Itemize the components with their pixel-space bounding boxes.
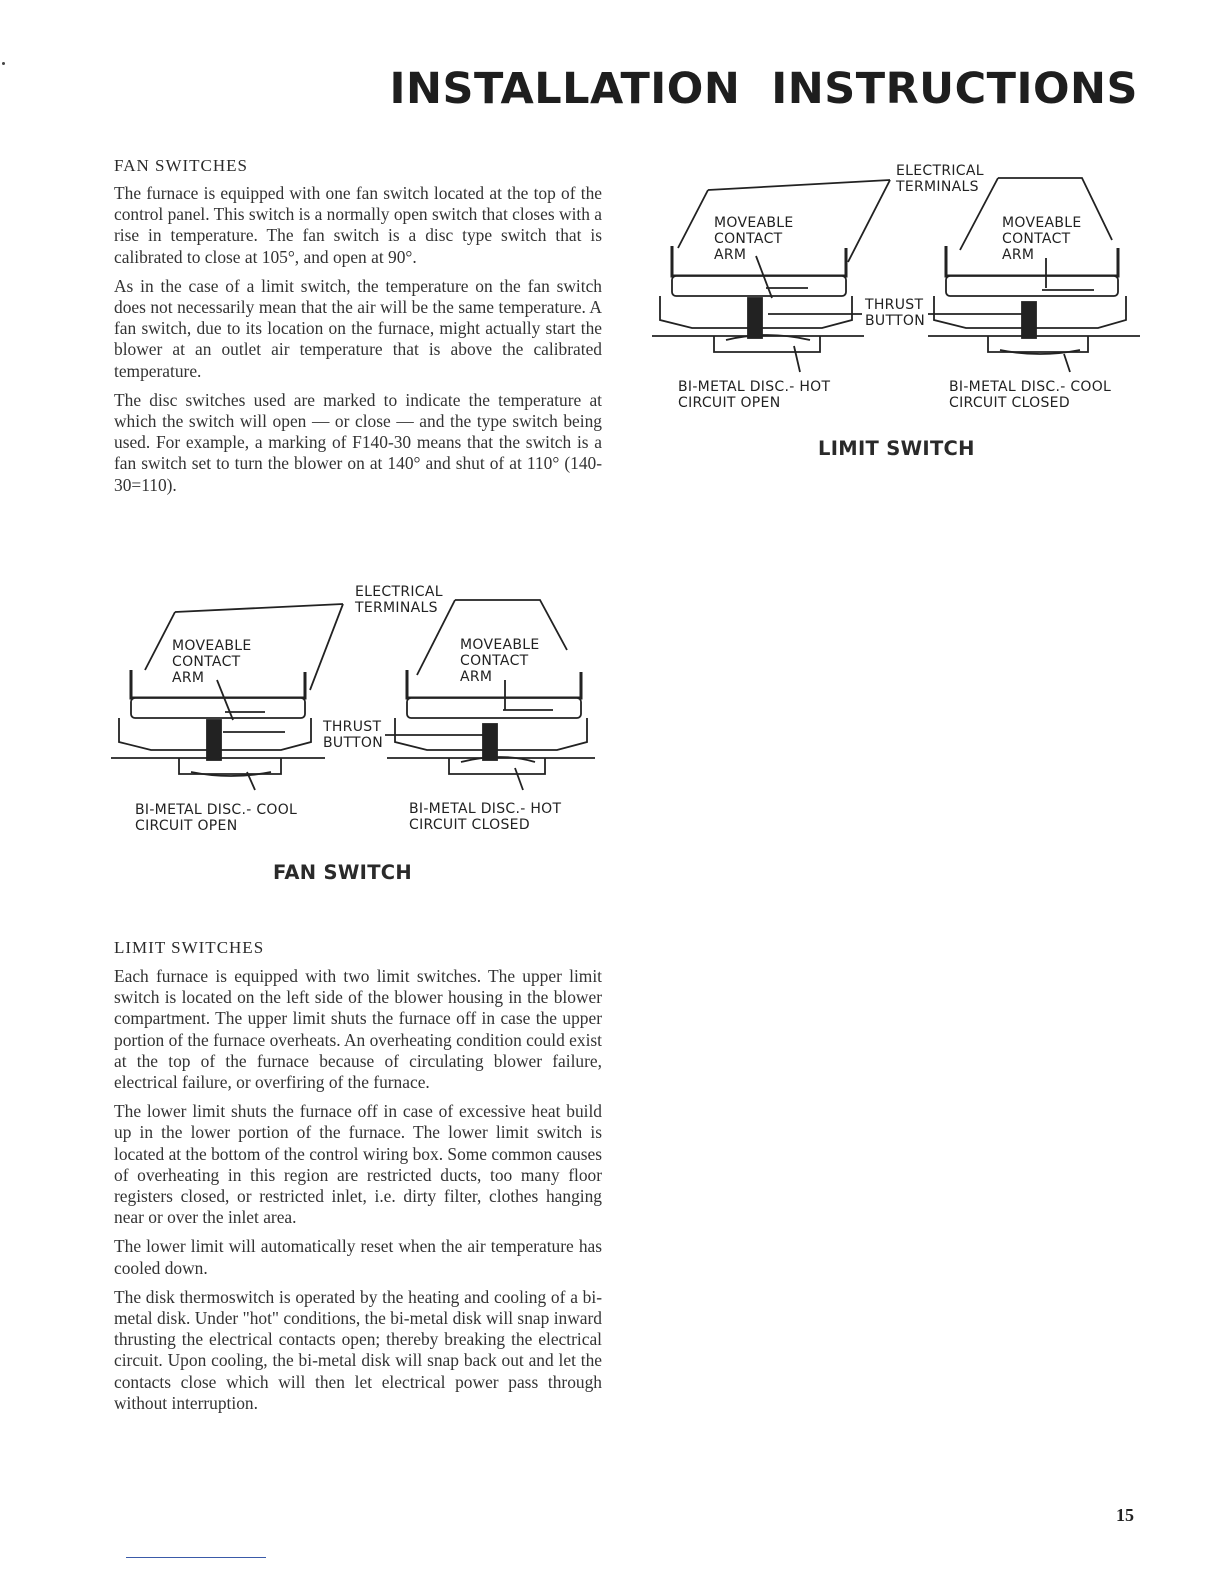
right-thrust-button	[483, 724, 497, 760]
right-arm-label-1: MOVEABLE	[1002, 215, 1082, 231]
right-arm-label-3: ARM	[460, 669, 493, 685]
limit-switches-body	[114, 966, 602, 1422]
right-switch-base	[946, 276, 1118, 296]
right-thrust-button	[1022, 302, 1036, 338]
thrust-label-2: BUTTON	[865, 313, 926, 329]
terminal-leader-left-mid	[848, 180, 890, 262]
fan-switch-caption: FAN SWITCH	[273, 861, 413, 884]
left-thrust-button	[207, 720, 221, 760]
left-switch-housing	[672, 246, 846, 276]
terminals-label-2: TERMINALS	[896, 179, 979, 195]
right-state-label-1: BI-METAL DISC.- HOT	[409, 801, 562, 817]
left-arm-label-3: ARM	[714, 247, 747, 263]
right-disc-cup	[988, 336, 1088, 352]
left-thrust-button	[748, 298, 762, 338]
paragraph: The furnace is equipped with one fan switch located at the top of the control panel. This switch is a normally open switch that closes with a rise in temperature. The fan switch is a disc type switch that is calibrated to close at 105°, and open at 90°.	[114, 183, 602, 267]
terminal-leader-left	[708, 180, 890, 190]
left-switch-base	[672, 276, 846, 296]
left-state-label-1: BI-METAL DISC.- HOT	[678, 379, 831, 395]
limit-switch-caption: LIMIT SWITCH	[818, 437, 975, 460]
fan-switch-svg	[105, 580, 605, 840]
paragraph: The disc switches used are marked to indicate the temperature at which the switch will open — or close — and the type switch being used. For example, a marking of F140-30 means that the switch is a fan switch set to turn the blower on at 140° and shut of at 110° (140-30=110).	[114, 389, 602, 495]
right-state-label-2: CIRCUIT CLOSED	[409, 817, 530, 833]
limit-switch-svg	[650, 158, 1150, 418]
scan-speck	[2, 62, 5, 65]
thrust-label-1: THRUST	[323, 719, 382, 735]
right-state-label-2: CIRCUIT CLOSED	[949, 395, 1070, 411]
left-arm-label-1: MOVEABLE	[172, 638, 252, 654]
limit-switches-heading: LIMIT SWITCHES	[114, 938, 265, 957]
right-switch-base	[407, 698, 581, 718]
left-arm-label-2: CONTACT	[714, 231, 783, 247]
left-state-label-1: BI-METAL DISC.- COOL	[135, 802, 298, 818]
fan-switches-heading: FAN SWITCHES	[114, 156, 248, 175]
left-disc-cup	[179, 758, 281, 774]
left-disc-pointer	[794, 346, 800, 372]
paragraph: The disk thermoswitch is operated by the heating and cooling of a bi-metal disk. Under "hot" conditions, the bi-metal disk will snap inward thrusting the electrical contacts open; thereby breaking the electrical circuit. Upon cooling, the bi-metal disk will snap back out and let the contacts close which will then let electrical power pass through without interruption.	[114, 1286, 602, 1413]
thrust-label-1: THRUST	[865, 297, 924, 313]
right-arm-label-1: MOVEABLE	[460, 637, 540, 653]
fan-switch-diagram	[105, 580, 605, 840]
thrust-label-2: BUTTON	[323, 735, 384, 751]
paragraph: The lower limit will automatically reset when the air temperature has cooled down.	[114, 1236, 602, 1278]
left-arm-label-1: MOVEABLE	[714, 215, 794, 231]
paragraph: As in the case of a limit switch, the temperature on the fan switch does not necessarily mean that the air will be the same temperature. A fan switch, due to its location on the furnace, might actually start the blower at an outlet air temperature that is above the calibrated temperature.	[114, 275, 602, 381]
page-number: 15	[1116, 1505, 1134, 1525]
right-arm-label-2: CONTACT	[460, 653, 529, 669]
fan-switches-body	[114, 183, 602, 504]
footer-rule	[126, 1557, 266, 1558]
terminal-leader-left-out	[145, 612, 175, 670]
terminals-label-2: TERMINALS	[355, 600, 438, 616]
left-arm-label-2: CONTACT	[172, 654, 241, 670]
terminal-leader-left-mid	[310, 604, 343, 690]
terminals-label-1: ELECTRICAL	[896, 163, 984, 179]
right-disc-pointer	[1064, 354, 1070, 372]
terminal-leader-left-out	[678, 190, 708, 248]
left-state-label-2: CIRCUIT OPEN	[678, 395, 781, 411]
right-switch-housing	[407, 670, 581, 698]
page-title: INSTALLATION INSTRUCTIONS	[389, 64, 1138, 114]
right-state-label-1: BI-METAL DISC.- COOL	[949, 379, 1112, 395]
left-switch-base	[131, 698, 305, 718]
terminal-leader-left	[175, 604, 343, 612]
limit-switch-diagram	[650, 158, 1150, 418]
left-state-label-2: CIRCUIT OPEN	[135, 818, 238, 834]
paragraph: The lower limit shuts the furnace off in case of excessive heat build up in the lower portion of the furnace. The lower limit switch is located at the bottom of the control wiring box. Some common causes of overheating in this region are restricted ducts, too many floor registers closed, or restricted inlet, i.e. dirty filter, clothes hanging near or over the inlet area.	[114, 1101, 602, 1228]
terminals-label-1: ELECTRICAL	[355, 584, 443, 600]
left-arm-label-3: ARM	[172, 670, 205, 686]
right-arm-label-2: CONTACT	[1002, 231, 1071, 247]
paragraph: Each furnace is equipped with two limit switches. The upper limit switch is located on the left side of the blower housing in the blower compartment. The upper limit shuts the furnace off in case the upper portion of the furnace overheats. An overheating condition could exist at the top of the furnace because of circulating blower failure, electrical failure, or overfiring of the furnace.	[114, 966, 602, 1093]
right-arm-label-3: ARM	[1002, 247, 1035, 263]
right-disc-pointer	[515, 768, 523, 790]
